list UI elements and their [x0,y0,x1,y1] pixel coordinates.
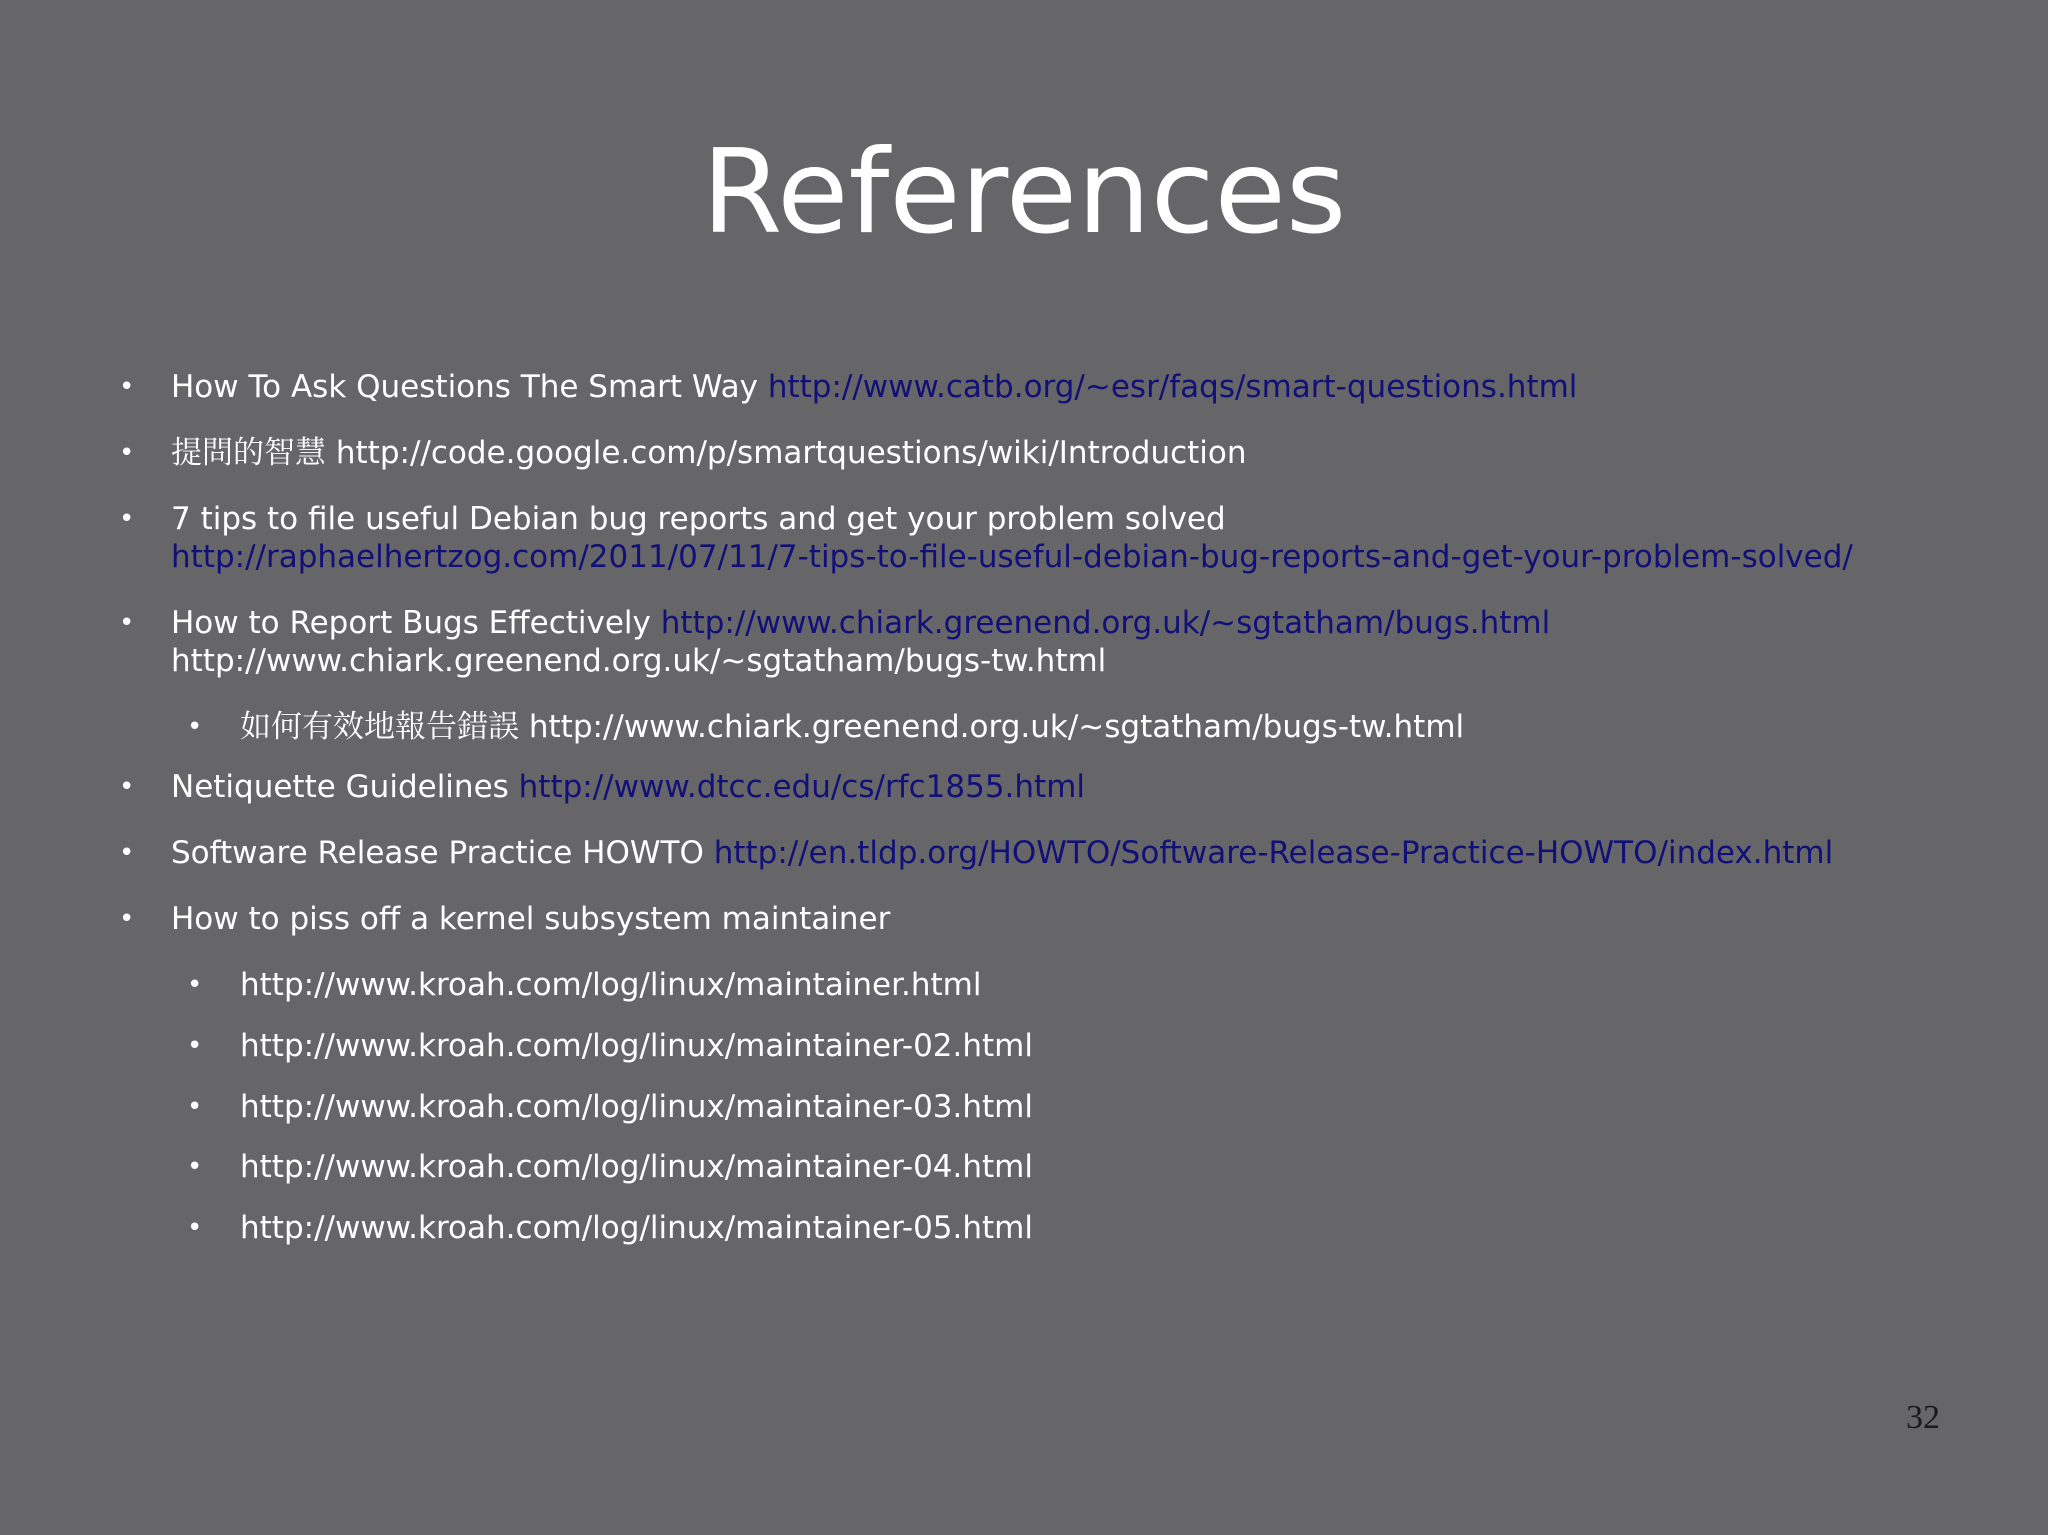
reference-item [171,434,1247,472]
sub-bullet: • [187,970,203,1000]
reference-link[interactable]: http://www.dtcc.edu/cs/rfc1855.html [518,769,1086,805]
reference-title: 提問的智慧 [171,435,326,471]
reference-item [171,834,1833,872]
reference-title: How to piss off a kernel subsystem maintainer [171,901,891,937]
reference-item [171,368,1577,406]
bullet: • [119,438,135,468]
sub-bullet: • [187,1092,203,1122]
bullet: • [119,904,135,934]
sub-bullet: • [187,1213,203,1243]
sub-reference-title: 如何有效地報告錯誤 [240,709,519,745]
reference-item [171,604,1550,642]
sub-reference-item [240,708,1464,746]
reference-item-link-line [171,538,1853,576]
reference-title: How To Ask Questions The Smart Way [171,369,758,405]
sub-reference-url-text: http://www.kroah.com/log/linux/maintainer-04.html [240,1149,1033,1185]
reference-link[interactable]: http://www.catb.org/~esr/faqs/smart-questions.html [767,369,1578,405]
page-number: 32 [1906,1399,1940,1436]
reference-link[interactable]: http://raphaelhertzog.com/2011/07/11/7-tips-to-file-useful-debian-bug-reports-and-get-your-problem-solved/ [171,539,1853,575]
sub-reference-url-text: http://www.kroah.com/log/linux/maintainer-02.html [240,1028,1033,1064]
reference-title: 7 tips to file useful Debian bug reports and get your problem solved [171,501,1226,537]
bullet: • [119,372,135,402]
sub-bullet: • [187,1152,203,1182]
sub-reference-url-text: http://www.kroah.com/log/linux/maintainer-03.html [240,1089,1033,1125]
bullet: • [119,504,135,534]
reference-title: Software Release Practice HOWTO [171,835,704,871]
sub-reference-url-text: http://www.chiark.greenend.org.uk/~sgtatham/bugs-tw.html [528,709,1465,745]
sub-reference-url-text: http://www.kroah.com/log/linux/maintainer-05.html [240,1210,1033,1246]
bullet: • [119,838,135,868]
reference-title: How to Report Bugs Effectively [171,605,651,641]
reference-title: Netiquette Guidelines [171,769,509,805]
sub-bullet: • [187,712,203,742]
bullet: • [119,608,135,638]
reference-url-text: http://www.chiark.greenend.org.uk/~sgtatham/bugs-tw.html [171,643,1107,679]
sub-reference-url-text: http://www.kroah.com/log/linux/maintainer.html [240,967,982,1003]
reference-item [171,768,1085,806]
bullet: • [119,772,135,802]
reference-link[interactable]: http://www.chiark.greenend.org.uk/~sgtatham/bugs.html [660,605,1551,641]
sub-bullet: • [187,1031,203,1061]
slide-title: References [701,125,1347,260]
reference-url-text: http://code.google.com/p/smartquestions/wiki/Introduction [335,435,1247,471]
reference-link[interactable]: http://en.tldp.org/HOWTO/Software-Release-Practice-HOWTO/index.html [713,835,1834,871]
